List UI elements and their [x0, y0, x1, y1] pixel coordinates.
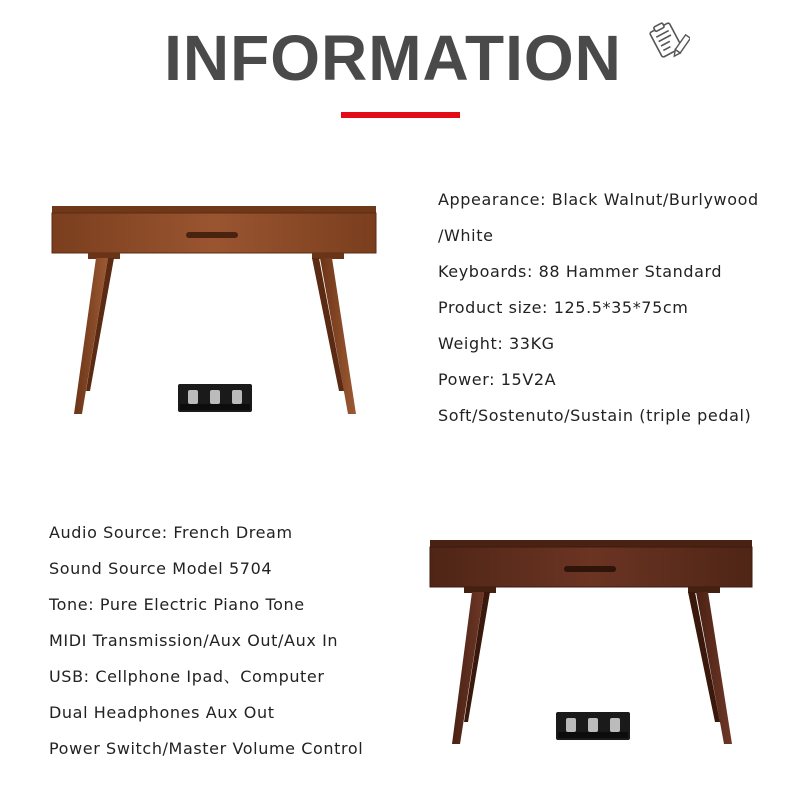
pedal-unit	[178, 384, 252, 412]
spec-item: Product size: 125.5*35*75cm	[438, 298, 689, 317]
pedal-unit	[556, 712, 630, 740]
spec-item: MIDI Transmission/Aux Out/Aux In	[49, 631, 339, 650]
spec-item: Keyboards: 88 Hammer Standard	[438, 262, 723, 281]
spec-item: /White	[438, 226, 494, 245]
spec-list-left	[49, 515, 363, 767]
spec-item: Audio Source: French Dream	[49, 523, 293, 542]
title-underline	[341, 112, 460, 118]
spec-item: Power: 15V2A	[438, 370, 557, 389]
spec-item: Sound Source Model 5704	[49, 559, 273, 578]
spec-item: Power Switch/Master Volume Control	[49, 739, 364, 758]
page-title: INFORMATION	[164, 22, 622, 94]
spec-item: Appearance: Black Walnut/Burlywood	[438, 190, 759, 209]
spec-item: Weight: 33KG	[438, 334, 555, 353]
spec-item: Dual Headphones Aux Out	[49, 703, 275, 722]
spec-item: Soft/Sostenuto/Sustain (triple pedal)	[438, 406, 752, 425]
spec-item: Tone: Pure Electric Piano Tone	[49, 595, 305, 614]
clipboard-pencil-icon	[646, 18, 690, 62]
spec-item: USB: Cellphone Ipad、Computer	[49, 667, 325, 686]
spec-list-right	[438, 182, 759, 434]
